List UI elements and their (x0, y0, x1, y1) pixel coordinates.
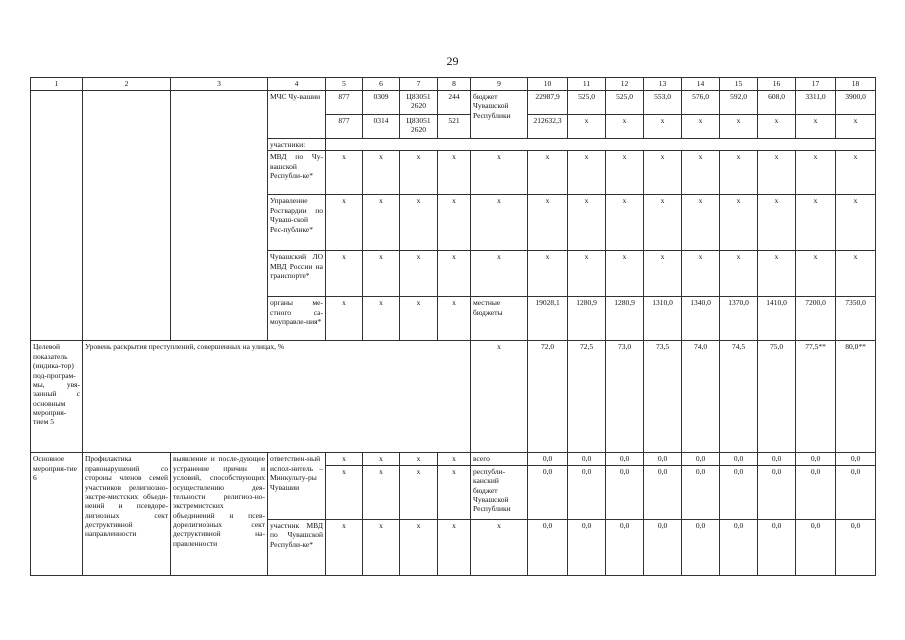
value-cell: 0,0 (568, 453, 606, 465)
value-cell: х (606, 195, 644, 251)
participant-name: МВД по Чу-вашской Республи-ке* (268, 151, 326, 195)
code-cell: х (363, 251, 400, 297)
value-cell: 0,0 (720, 519, 758, 575)
column-number: 17 (796, 78, 836, 91)
value-cell: 74,5 (720, 341, 758, 453)
value-cell: х (682, 251, 720, 297)
column-number: 1 (31, 78, 83, 91)
value-cell: 608,0 (758, 91, 796, 115)
event-name: Профилактика правонарушений со стороны членов семей участников религиозно-экстре-мистских объеди-нений и псевдоре-лигиозных сект деструктивной направленности (83, 453, 171, 575)
code-cell: х (438, 151, 471, 195)
value-cell: 0,0 (758, 465, 796, 519)
code-cell: х (326, 195, 363, 251)
value-cell: 0,0 (682, 465, 720, 519)
value-cell: 525,0 (568, 91, 606, 115)
event-description: выявление и после-дующее устранение причин и условий, способствующих осуществлению дея-тельности религиоз-но-экстремистских объединений и псев-дорелигиозных сект деструктивной на-правленности (171, 453, 268, 575)
value-cell: 0,0 (836, 453, 876, 465)
value-cell: 73,5 (644, 341, 682, 453)
value-cell: х (568, 251, 606, 297)
value-cell: х (720, 151, 758, 195)
value-cell: 1310,0 (644, 297, 682, 341)
code-cell: х (438, 297, 471, 341)
value-cell: х (606, 251, 644, 297)
value-cell: 72,5 (568, 341, 606, 453)
value-cell: 525,0 (606, 91, 644, 115)
table-row (31, 91, 876, 115)
code-cell: 521 (438, 115, 471, 139)
value-cell: 0,0 (606, 465, 644, 519)
value-cell: 0,0 (528, 465, 568, 519)
page-number: 29 (446, 54, 459, 68)
value-cell: 22987,9 (528, 91, 568, 115)
value-cell: 3900,0 (836, 91, 876, 115)
code-cell: 0309 (363, 91, 400, 115)
value-cell: х (682, 151, 720, 195)
value-cell: 1340,0 (682, 297, 720, 341)
value-cell: х (720, 115, 758, 139)
value-cell: х (644, 151, 682, 195)
value-cell: 80,0** (836, 341, 876, 453)
funding-source-cell: х (471, 341, 528, 453)
code-cell: 877 (326, 115, 363, 139)
code-cell: х (438, 453, 471, 465)
column-number: 16 (758, 78, 796, 91)
value-cell: 0,0 (796, 465, 836, 519)
value-cell: 0,0 (720, 453, 758, 465)
code-cell: х (438, 251, 471, 297)
code-cell: х (326, 453, 363, 465)
value-cell: х (644, 195, 682, 251)
value-cell: 592,0 (720, 91, 758, 115)
value-cell: 0,0 (836, 465, 876, 519)
value-cell: х (836, 195, 876, 251)
column-number: 3 (171, 78, 268, 91)
funding-source-cell: х (471, 151, 528, 195)
value-cell: 0,0 (836, 519, 876, 575)
column-number: 15 (720, 78, 758, 91)
funding-source-cell: х (471, 251, 528, 297)
code-cell: х (363, 453, 400, 465)
column-number: 13 (644, 78, 682, 91)
value-cell: 73,0 (606, 341, 644, 453)
value-cell: х (796, 151, 836, 195)
code-cell: х (438, 519, 471, 575)
value-cell: 0,0 (682, 519, 720, 575)
value-cell: 0,0 (758, 453, 796, 465)
code-cell: х (400, 251, 438, 297)
target-indicator-text: Уровень раскрытия преступлений, совершенных на улицах, % (83, 341, 471, 453)
value-cell: 0,0 (682, 453, 720, 465)
code-cell: х (400, 519, 438, 575)
value-cell: 212632,3 (528, 115, 568, 139)
value-cell: 1280,9 (568, 297, 606, 341)
code-cell: х (400, 151, 438, 195)
value-cell: х (758, 195, 796, 251)
funding-source-cell: х (471, 195, 528, 251)
value-cell: 0,0 (644, 519, 682, 575)
value-cell: х (606, 115, 644, 139)
value-cell: х (606, 151, 644, 195)
code-cell: х (400, 453, 438, 465)
value-cell: 0,0 (644, 465, 682, 519)
empty-cell (83, 91, 171, 341)
value-cell: х (682, 115, 720, 139)
column-number: 9 (471, 78, 528, 91)
code-cell: х (438, 195, 471, 251)
funding-source-cell: бюджет Чувашской Республики (471, 91, 528, 139)
empty-cell (171, 91, 268, 341)
value-cell: 0,0 (796, 519, 836, 575)
empty-cell (326, 139, 876, 151)
value-cell: х (836, 115, 876, 139)
value-cell: х (720, 251, 758, 297)
value-cell: 0,0 (796, 453, 836, 465)
value-cell: 1370,0 (720, 297, 758, 341)
code-cell: х (400, 297, 438, 341)
value-cell: 0,0 (528, 453, 568, 465)
value-cell: х (528, 195, 568, 251)
value-cell: х (796, 251, 836, 297)
value-cell: 0,0 (528, 519, 568, 575)
participant-name: Управление Росгвардии по Чуваш-ской Рес-публике* (268, 195, 326, 251)
column-number: 7 (400, 78, 438, 91)
value-cell: 0,0 (606, 453, 644, 465)
budget-table (30, 77, 876, 576)
value-cell: х (528, 151, 568, 195)
column-number: 14 (682, 78, 720, 91)
column-number: 4 (268, 78, 326, 91)
value-cell: 0,0 (568, 465, 606, 519)
column-number: 8 (438, 78, 471, 91)
value-cell: 0,0 (568, 519, 606, 575)
code-cell: 244 (438, 91, 471, 115)
value-cell: 77,5** (796, 341, 836, 453)
code-cell: х (400, 195, 438, 251)
value-cell: х (568, 151, 606, 195)
column-number: 11 (568, 78, 606, 91)
participants-label: участники: (268, 139, 326, 151)
code-cell: х (326, 465, 363, 519)
code-cell: 877 (326, 91, 363, 115)
code-cell: 0314 (363, 115, 400, 139)
participant-name: органы ме-стного са-моуправле-ния* (268, 297, 326, 341)
code-cell: Ц83051 2620 (400, 91, 438, 115)
code-cell: х (363, 465, 400, 519)
column-number: 6 (363, 78, 400, 91)
value-cell: х (568, 195, 606, 251)
value-cell: х (758, 151, 796, 195)
target-indicator-label: Целевой показатель (индика-тор) под-програм-мы, увя-занный с основным мероприя-тием 5 (31, 341, 83, 453)
code-cell: х (326, 151, 363, 195)
funding-source-cell: всего (471, 453, 528, 465)
code-cell: х (326, 297, 363, 341)
column-number: 2 (83, 78, 171, 91)
code-cell: х (363, 195, 400, 251)
value-cell: 0,0 (758, 519, 796, 575)
value-cell: х (644, 115, 682, 139)
value-cell: 0,0 (720, 465, 758, 519)
funding-source-cell: местные бюджеты (471, 297, 528, 341)
value-cell: х (528, 251, 568, 297)
executor-cell: МЧС Чу-вашии (268, 91, 326, 139)
value-cell: 75,0 (758, 341, 796, 453)
column-number: 12 (606, 78, 644, 91)
value-cell: х (682, 195, 720, 251)
value-cell: 7200,0 (796, 297, 836, 341)
value-cell: 0,0 (606, 519, 644, 575)
column-number: 10 (528, 78, 568, 91)
value-cell: х (796, 195, 836, 251)
value-cell: х (644, 251, 682, 297)
value-cell: 1410,0 (758, 297, 796, 341)
responsible-executor: ответствен-ный испол-нитель – Минкульту-ры Чувашии (268, 453, 326, 519)
value-cell: 3311,0 (796, 91, 836, 115)
value-cell: х (568, 115, 606, 139)
empty-cell (31, 91, 83, 341)
table-row (31, 453, 876, 465)
value-cell: 72,0 (528, 341, 568, 453)
value-cell: х (720, 195, 758, 251)
column-number: 5 (326, 78, 363, 91)
value-cell: 7350,0 (836, 297, 876, 341)
code-cell: х (438, 465, 471, 519)
event-label: Основное мероприя-тие 6 (31, 453, 83, 575)
column-number: 18 (836, 78, 876, 91)
participant-name: участник МВД по Чувашской Республи-ке* (268, 519, 326, 575)
code-cell: х (363, 519, 400, 575)
code-cell: х (363, 297, 400, 341)
value-cell: х (758, 251, 796, 297)
code-cell: х (326, 519, 363, 575)
value-cell: 1280,9 (606, 297, 644, 341)
column-number-row (31, 78, 876, 91)
value-cell: х (796, 115, 836, 139)
value-cell: х (836, 251, 876, 297)
funding-source-cell: республи-канский бюджет Чувашской Республики (471, 465, 528, 519)
funding-source-cell: х (471, 519, 528, 575)
code-cell: Ц83051 2620 (400, 115, 438, 139)
value-cell: 19028,1 (528, 297, 568, 341)
code-cell: х (363, 151, 400, 195)
code-cell: х (326, 251, 363, 297)
value-cell: 553,0 (644, 91, 682, 115)
value-cell: 74,0 (682, 341, 720, 453)
value-cell: 0,0 (644, 453, 682, 465)
table-row (31, 341, 876, 453)
value-cell: х (836, 151, 876, 195)
value-cell: 576,0 (682, 91, 720, 115)
code-cell: х (400, 465, 438, 519)
participant-name: Чувашский ЛО МВД России на транспорте* (268, 251, 326, 297)
value-cell: х (758, 115, 796, 139)
